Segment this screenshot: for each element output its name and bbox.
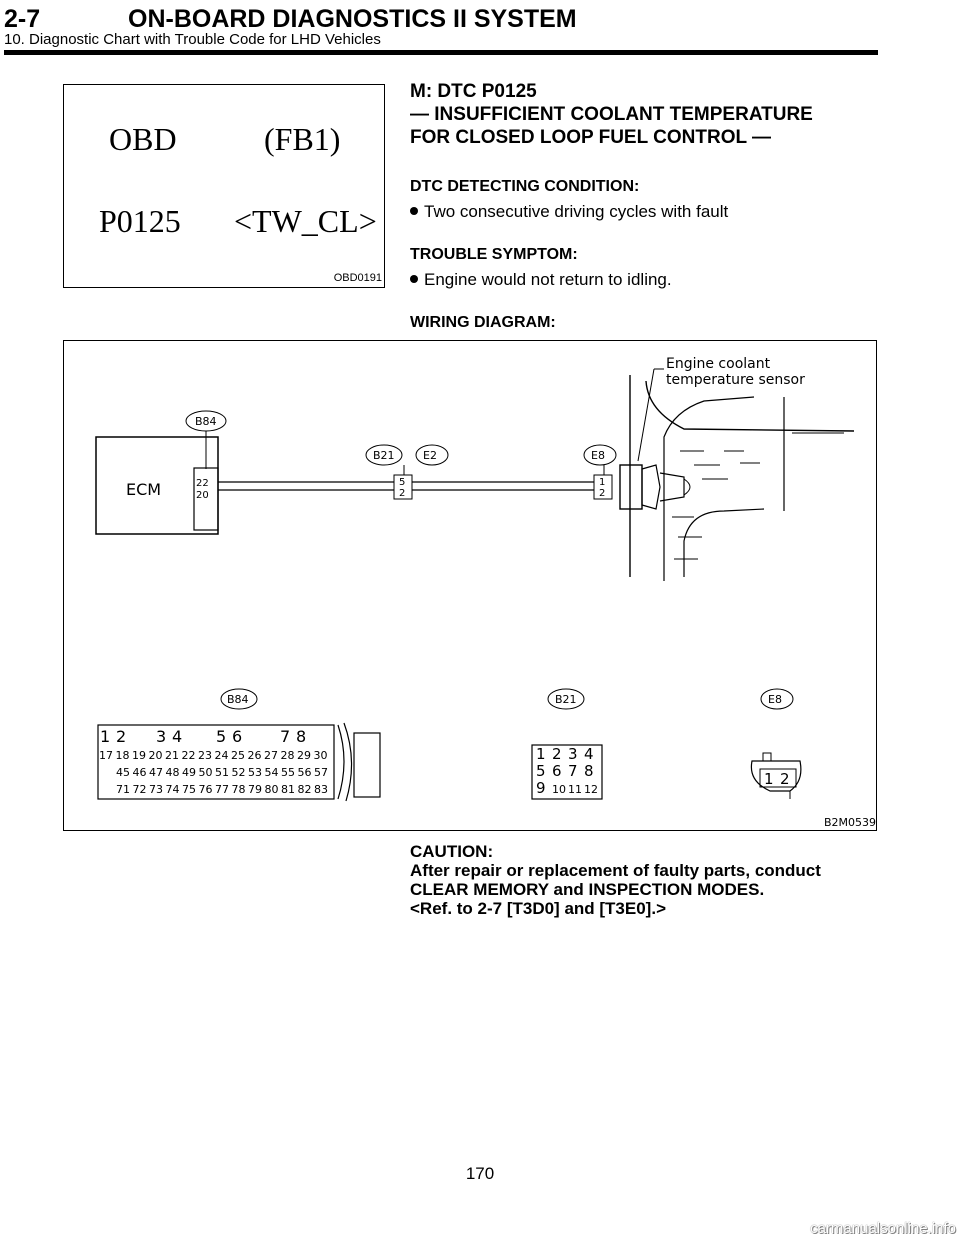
dtc-title-line-1: M: DTC P0125 (410, 81, 537, 102)
b84-row4-pin: 74 (165, 783, 180, 796)
b84-row2-pin: 25 (231, 749, 245, 762)
b21-pin: 6 (552, 762, 562, 780)
b84-row3-pin: 49 (182, 766, 196, 779)
b84-row3-pin: 51 (215, 766, 229, 779)
b84-row4-pin: 79 (248, 783, 262, 796)
caution-ref: <Ref. to 2-7 [T3D0] and [T3E0].> (410, 899, 666, 918)
sensor-pin-1: 1 (599, 477, 606, 488)
b84-row2-pin: 29 (297, 749, 311, 762)
b84-row4-pin: 80 (264, 783, 279, 796)
b84-row3-pin: 45 (116, 766, 130, 779)
b21-pin: 12 (584, 783, 598, 796)
b84-row3-pin: 46 (132, 766, 147, 779)
b21-callout: B21 (373, 449, 395, 462)
ecm-pin-20: 20 (196, 490, 209, 501)
bullet-icon (410, 207, 418, 215)
wiring-diagram-label: WIRING DIAGRAM: (410, 314, 556, 331)
detecting-condition-item (410, 202, 728, 222)
b84-row3-pin: 47 (149, 766, 163, 779)
e8-pin-2: 2 (780, 770, 790, 788)
b84-row2-pin: 23 (198, 749, 212, 762)
trouble-symptom-text: Engine would not return to idling. (424, 270, 672, 289)
b21-pin: 11 (568, 783, 582, 796)
e8-connector (751, 753, 801, 799)
obd-code: P0125 (99, 203, 181, 239)
b21-pin: 4 (584, 745, 594, 763)
section-number: 2-7 (4, 5, 41, 33)
b84-row2-pin: 20 (148, 749, 163, 762)
b84-row4-pin: 75 (182, 783, 196, 796)
b84-row4-pin: 71 (116, 783, 130, 796)
sensor-pin-2: 2 (599, 488, 606, 499)
b84-row1-pin: 3 (156, 727, 167, 746)
trouble-symptom-item (410, 270, 672, 290)
b21-pin: 2 (552, 745, 562, 763)
b21-connector (532, 745, 602, 799)
b84-row2-pin: 26 (247, 749, 262, 762)
b84-row3-pin: 53 (248, 766, 262, 779)
b84-row4-pin: 72 (132, 783, 147, 796)
page-number: 170 (465, 1164, 495, 1183)
b84-row1-pin: 5 (216, 727, 227, 746)
page-subtitle: 10. Diagnostic Chart with Trouble Code for LHD Vehicles (4, 31, 381, 48)
sensor-label-1: Engine coolant (666, 356, 771, 372)
b84-row3-pin: 50 (198, 766, 213, 779)
header-rule (4, 50, 878, 55)
obd-figure-id: OBD0191 (333, 272, 382, 284)
b84-row4-pin: 76 (198, 783, 213, 796)
b84-row4-pin: 81 (281, 783, 295, 796)
b21-bottom-label: B21 (555, 693, 577, 706)
b84-row1-pin: 2 (116, 727, 127, 746)
b21-pin: 10 (552, 783, 566, 796)
detecting-condition-label: DTC DETECTING CONDITION: (410, 178, 640, 195)
obd-mode: (FB1) (264, 121, 341, 157)
dtc-title-line-2: — INSUFFICIENT COOLANT TEMPERATURE (410, 104, 813, 125)
b84-row4-pin: 83 (314, 783, 328, 796)
b84-row2-pin: 30 (313, 749, 328, 762)
mid-pin-5: 5 (399, 477, 406, 488)
b84-row1-pin: 8 (296, 727, 307, 746)
watermark: carmanualsonline.info (810, 1220, 956, 1237)
b84-row3-pin: 55 (281, 766, 295, 779)
wiring-diagram (63, 340, 877, 831)
page-title: ON-BOARD DIAGNOSTICS II SYSTEM (128, 5, 577, 33)
b84-row4-pin: 78 (231, 783, 246, 796)
b21-pin: 9 (536, 779, 546, 797)
e8-pin-1: 1 (764, 770, 774, 788)
b84-row2-pin: 19 (132, 749, 146, 762)
mid-pin-2: 2 (399, 488, 406, 499)
caution-block (410, 842, 880, 918)
b21-pin: 3 (568, 745, 578, 763)
b84-row1-pin: 1 (100, 727, 111, 746)
b84-row2-pin: 21 (165, 749, 179, 762)
e8-bottom-label: E8 (768, 693, 782, 706)
b84-row4-pin: 82 (297, 783, 312, 796)
b84-row2-pin: 18 (115, 749, 130, 762)
b84-row4-pin: 73 (149, 783, 163, 796)
b84-row1-pin: 6 (232, 727, 243, 746)
b84-bottom-label: B84 (227, 693, 249, 706)
b84-row2-pin: 22 (181, 749, 196, 762)
b84-row2-pin: 27 (264, 749, 278, 762)
trouble-symptom-label: TROUBLE SYMPTOM: (410, 246, 578, 263)
caution-text: After repair or replacement of faulty parts, conduct CLEAR MEMORY and INSPECTION MODES. (410, 861, 821, 899)
b21-pin: 8 (584, 762, 594, 780)
e8-callout: E8 (591, 449, 605, 462)
b84-row2-pin: 17 (99, 749, 113, 762)
obd-code-name: <TW_CL> (234, 203, 377, 239)
ecm-label: ECM (126, 480, 162, 499)
obd-display-figure (63, 84, 385, 288)
sensor-label-2: temperature sensor (666, 372, 805, 388)
ecm-pin-22: 22 (196, 478, 209, 489)
caution-label: CAUTION: (410, 842, 494, 861)
b84-row1-pin: 7 (280, 727, 291, 746)
b84-row1-pin: 4 (172, 727, 183, 746)
dtc-title-line-3: FOR CLOSED LOOP FUEL CONTROL — (410, 127, 772, 148)
b21-pin: 5 (536, 762, 546, 780)
bullet-icon (410, 275, 418, 283)
b84-row2-pin: 24 (214, 749, 229, 762)
b84-row4-pin: 77 (215, 783, 229, 796)
b84-row3-pin: 54 (264, 766, 279, 779)
e2-callout: E2 (423, 449, 437, 462)
b21-pin: 7 (568, 762, 578, 780)
b84-row3-pin: 48 (165, 766, 180, 779)
obd-label: OBD (109, 121, 177, 157)
b21-pin: 1 (536, 745, 546, 763)
wiring-diagram-svg (64, 341, 876, 830)
b84-callout: B84 (195, 415, 217, 428)
b84-connector (98, 723, 380, 801)
b84-row3-pin: 52 (231, 766, 246, 779)
b84-row3-pin: 57 (314, 766, 328, 779)
detecting-condition-text: Two consecutive driving cycles with fault (424, 202, 729, 221)
b84-row2-pin: 28 (280, 749, 295, 762)
wiring-figure-id: B2M0539 (824, 816, 876, 829)
b84-row3-pin: 56 (297, 766, 312, 779)
